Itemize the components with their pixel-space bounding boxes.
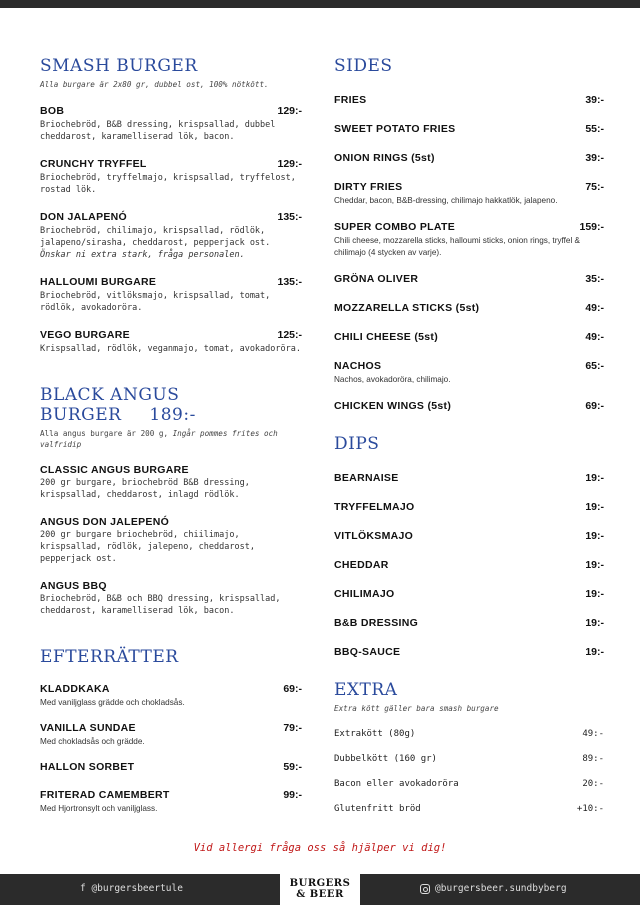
- menu-item: [40, 761, 302, 773]
- item-name: DIRTY FRIES: [334, 181, 403, 193]
- angus-subtitle-text: Alla angus burgare är 200 g,: [40, 429, 169, 438]
- item-name: SUPER COMBO PLATE: [334, 221, 455, 233]
- item-name: CHEDDAR: [334, 559, 389, 571]
- extra-subtitle: Extra kött gäller bara smash burgare: [334, 704, 499, 713]
- extra-name: Dubbelkött (160 gr): [334, 754, 437, 764]
- item-price: 49:-: [585, 302, 604, 314]
- item-name: CHICKEN WINGS (5st): [334, 400, 452, 412]
- extra-item: [334, 779, 604, 789]
- item-desc: Nachos, avokadoröra, chilimajo.: [334, 375, 451, 384]
- item-price: 39:-: [585, 152, 604, 164]
- item-price: 69:-: [283, 683, 302, 695]
- logo-line2: & BEER: [296, 889, 344, 900]
- item-price: 79:-: [283, 722, 302, 734]
- item-name: ANGUS BBQ: [40, 580, 107, 592]
- sides-section: [334, 56, 604, 412]
- menu-item: [40, 789, 302, 815]
- menu-item: [334, 588, 604, 600]
- menu-item: [40, 722, 302, 748]
- top-bar: [0, 0, 640, 8]
- item-name: DON JALAPENÓ: [40, 211, 128, 223]
- item-name: KLADDKAKA: [40, 683, 110, 695]
- item-price: 35:-: [585, 273, 604, 285]
- item-name: GRÖNA OLIVER: [334, 273, 419, 285]
- item-price: 49:-: [585, 331, 604, 343]
- item-name: HALLOUMI BURGARE: [40, 276, 157, 288]
- dessert-title: EFTERRÄTTER: [40, 647, 179, 667]
- extra-name: Extrakött (80g): [334, 729, 416, 739]
- item-price: 19:-: [585, 588, 604, 600]
- item-price: 19:-: [585, 559, 604, 571]
- item-desc: Cheddar, bacon, B&B-dressing, chilimajo hakkatlök, jalapeno.: [334, 196, 558, 205]
- item-price: 135:-: [277, 276, 302, 288]
- item-note: Önskar ni extra stark, fråga personalen.: [40, 250, 245, 260]
- item-desc: Briochebröd, B&B dressing, krispsallad, dubbel cheddarost, karamelliserad lök, bacon.: [40, 120, 276, 142]
- logo: [280, 874, 360, 905]
- extra-price: +10:-: [576, 804, 604, 814]
- angus-price: 189:-: [149, 405, 196, 425]
- angus-section: [40, 385, 302, 617]
- menu-item: [334, 559, 604, 571]
- item-price: 19:-: [585, 646, 604, 658]
- menu-item: [40, 464, 302, 501]
- instagram-icon: [420, 884, 430, 894]
- dips-title: DIPS: [334, 434, 380, 454]
- item-name: ONION RINGS (5st): [334, 152, 435, 164]
- item-name: CHILIMAJO: [334, 588, 395, 600]
- menu-item: [40, 211, 302, 261]
- item-name: FRITERAD CAMEMBERT: [40, 789, 170, 801]
- item-name: FRIES: [334, 94, 367, 106]
- extra-item: [334, 804, 604, 814]
- item-price: 39:-: [585, 94, 604, 106]
- left-column: [40, 56, 302, 815]
- item-name: HALLON SORBET: [40, 761, 135, 773]
- dessert-section: [40, 647, 302, 815]
- item-name: NACHOS: [334, 360, 382, 372]
- menu-item: [334, 221, 604, 259]
- menu-item: [40, 516, 302, 565]
- item-price: 159:-: [579, 221, 604, 233]
- menu-item: [334, 617, 604, 629]
- extra-title: EXTRA: [334, 680, 398, 700]
- instagram-handle: @burgersbeer.sundbyberg: [435, 883, 567, 894]
- item-name: BOB: [40, 105, 65, 117]
- menu-item: [40, 276, 302, 314]
- item-price: 19:-: [585, 501, 604, 513]
- item-price: 99:-: [283, 789, 302, 801]
- extra-price: 49:-: [582, 729, 604, 739]
- item-desc: Med chokladsås och grädde.: [40, 737, 145, 746]
- menu-item: [334, 530, 604, 542]
- menu-item: [334, 400, 604, 412]
- menu-item: [334, 152, 604, 164]
- menu-item: [334, 94, 604, 106]
- angus-title: [40, 385, 302, 425]
- item-desc: Chili cheese, mozzarella sticks, halloumi sticks, onion rings, tryffel & chilimajo (4 stycken av varje).: [334, 236, 581, 257]
- facebook-icon: f: [80, 883, 92, 894]
- extra-section: [334, 680, 604, 814]
- item-name: CRUNCHY TRYFFEL: [40, 158, 147, 170]
- item-name: MOZZARELLA STICKS (5st): [334, 302, 480, 314]
- item-price: 135:-: [277, 211, 302, 223]
- right-column: [334, 56, 604, 814]
- allergy-notice: Vid allergi fråga oss så hjälper vi dig!: [193, 842, 447, 854]
- menu-item: [40, 580, 302, 617]
- item-name: ANGUS DON JALEPENÓ: [40, 516, 170, 528]
- item-desc: 200 gr burgare briochebröd, chiilimajo, krispsallad, rödlök, jalepeno, cheddarost, pepperjack ost.: [40, 530, 255, 564]
- menu-item: [40, 105, 302, 143]
- extra-item: [334, 729, 604, 739]
- smash-subtitle: Alla burgare är 2x80 gr, dubbel ost, 100% nötkött.: [40, 80, 269, 89]
- instagram-link[interactable]: [420, 883, 567, 894]
- menu-item: [40, 683, 302, 709]
- item-desc: Med Hjortronsylt och vaniljglass.: [40, 804, 158, 813]
- angus-subtitle: [40, 428, 302, 450]
- item-price: 19:-: [585, 617, 604, 629]
- item-name: CLASSIC ANGUS BURGARE: [40, 464, 189, 476]
- item-desc: Briochebröd, chilimajo, krispsallad, rödlök, jalapeno/sirasha, cheddarost, pepperjack ost.: [40, 226, 271, 248]
- menu-item: [334, 501, 604, 513]
- item-name: VITLÖKSMAJO: [334, 530, 414, 542]
- item-name: BBQ-SAUCE: [334, 646, 401, 658]
- facebook-link[interactable]: [80, 883, 183, 894]
- item-price: 69:-: [585, 400, 604, 412]
- item-price: 65:-: [585, 360, 604, 372]
- angus-subtitle-italic: Ingår pommes frites och valfridip: [40, 429, 278, 449]
- sides-title: SIDES: [334, 56, 393, 76]
- angus-title-text: BLACK ANGUS BURGER: [40, 385, 180, 425]
- menu-item: [40, 329, 302, 355]
- menu-item: [334, 273, 604, 285]
- item-price: 129:-: [277, 158, 302, 170]
- item-desc: Briochebröd, vitlöksmajo, krispsallad, tomat, rödlök, avokadoröra.: [40, 291, 271, 313]
- facebook-handle: @burgersbeertule: [91, 883, 183, 894]
- dips-section: [334, 434, 604, 658]
- item-desc: 200 gr burgare, briochebröd B&B dressing, krispsallad, cheddarost, inlagd rödlök.: [40, 478, 250, 500]
- item-price: 19:-: [585, 472, 604, 484]
- item-price: 75:-: [585, 181, 604, 193]
- item-price: 129:-: [277, 105, 302, 117]
- item-desc: Krispsallad, rödlök, veganmajo, tomat, avokadoröra.: [40, 344, 301, 354]
- menu-item: [334, 646, 604, 658]
- item-price: 19:-: [585, 530, 604, 542]
- extra-price: 89:-: [582, 754, 604, 764]
- item-name: BEARNAISE: [334, 472, 399, 484]
- item-name: SWEET POTATO FRIES: [334, 123, 456, 135]
- item-desc: Med vaniljglass grädde och chokladsås.: [40, 698, 185, 707]
- item-desc: Briochebröd, tryffelmajo, krispsallad, tryffelost, rostad lök.: [40, 173, 296, 195]
- logo-line1: BURGERS: [289, 878, 351, 889]
- item-name: VANILLA SUNDAE: [40, 722, 136, 734]
- item-name: B&B DRESSING: [334, 617, 419, 629]
- extra-item: [334, 754, 604, 764]
- item-name: TRYFFELMAJO: [334, 501, 415, 513]
- extra-price: 20:-: [582, 779, 604, 789]
- menu-item: [334, 472, 604, 484]
- smash-title: SMASH BURGER: [40, 56, 198, 76]
- menu-item: [334, 331, 604, 343]
- item-price: 59:-: [283, 761, 302, 773]
- smash-section: [40, 56, 302, 355]
- menu-item: [334, 302, 604, 314]
- item-name: CHILI CHEESE (5st): [334, 331, 438, 343]
- item-price: 125:-: [277, 329, 302, 341]
- item-name: VEGO BURGARE: [40, 329, 130, 341]
- menu-item: [334, 181, 604, 207]
- menu-item: [334, 123, 604, 135]
- item-price: 55:-: [585, 123, 604, 135]
- menu-item: [40, 158, 302, 196]
- item-desc: Briochebröd, B&B och BBQ dressing, krispsallad, cheddarost, karamelliserad lök, bacon.: [40, 594, 281, 616]
- extra-name: Bacon eller avokadoröra: [334, 779, 459, 789]
- menu-item: [334, 360, 604, 386]
- extra-name: Glutenfritt bröd: [334, 804, 421, 814]
